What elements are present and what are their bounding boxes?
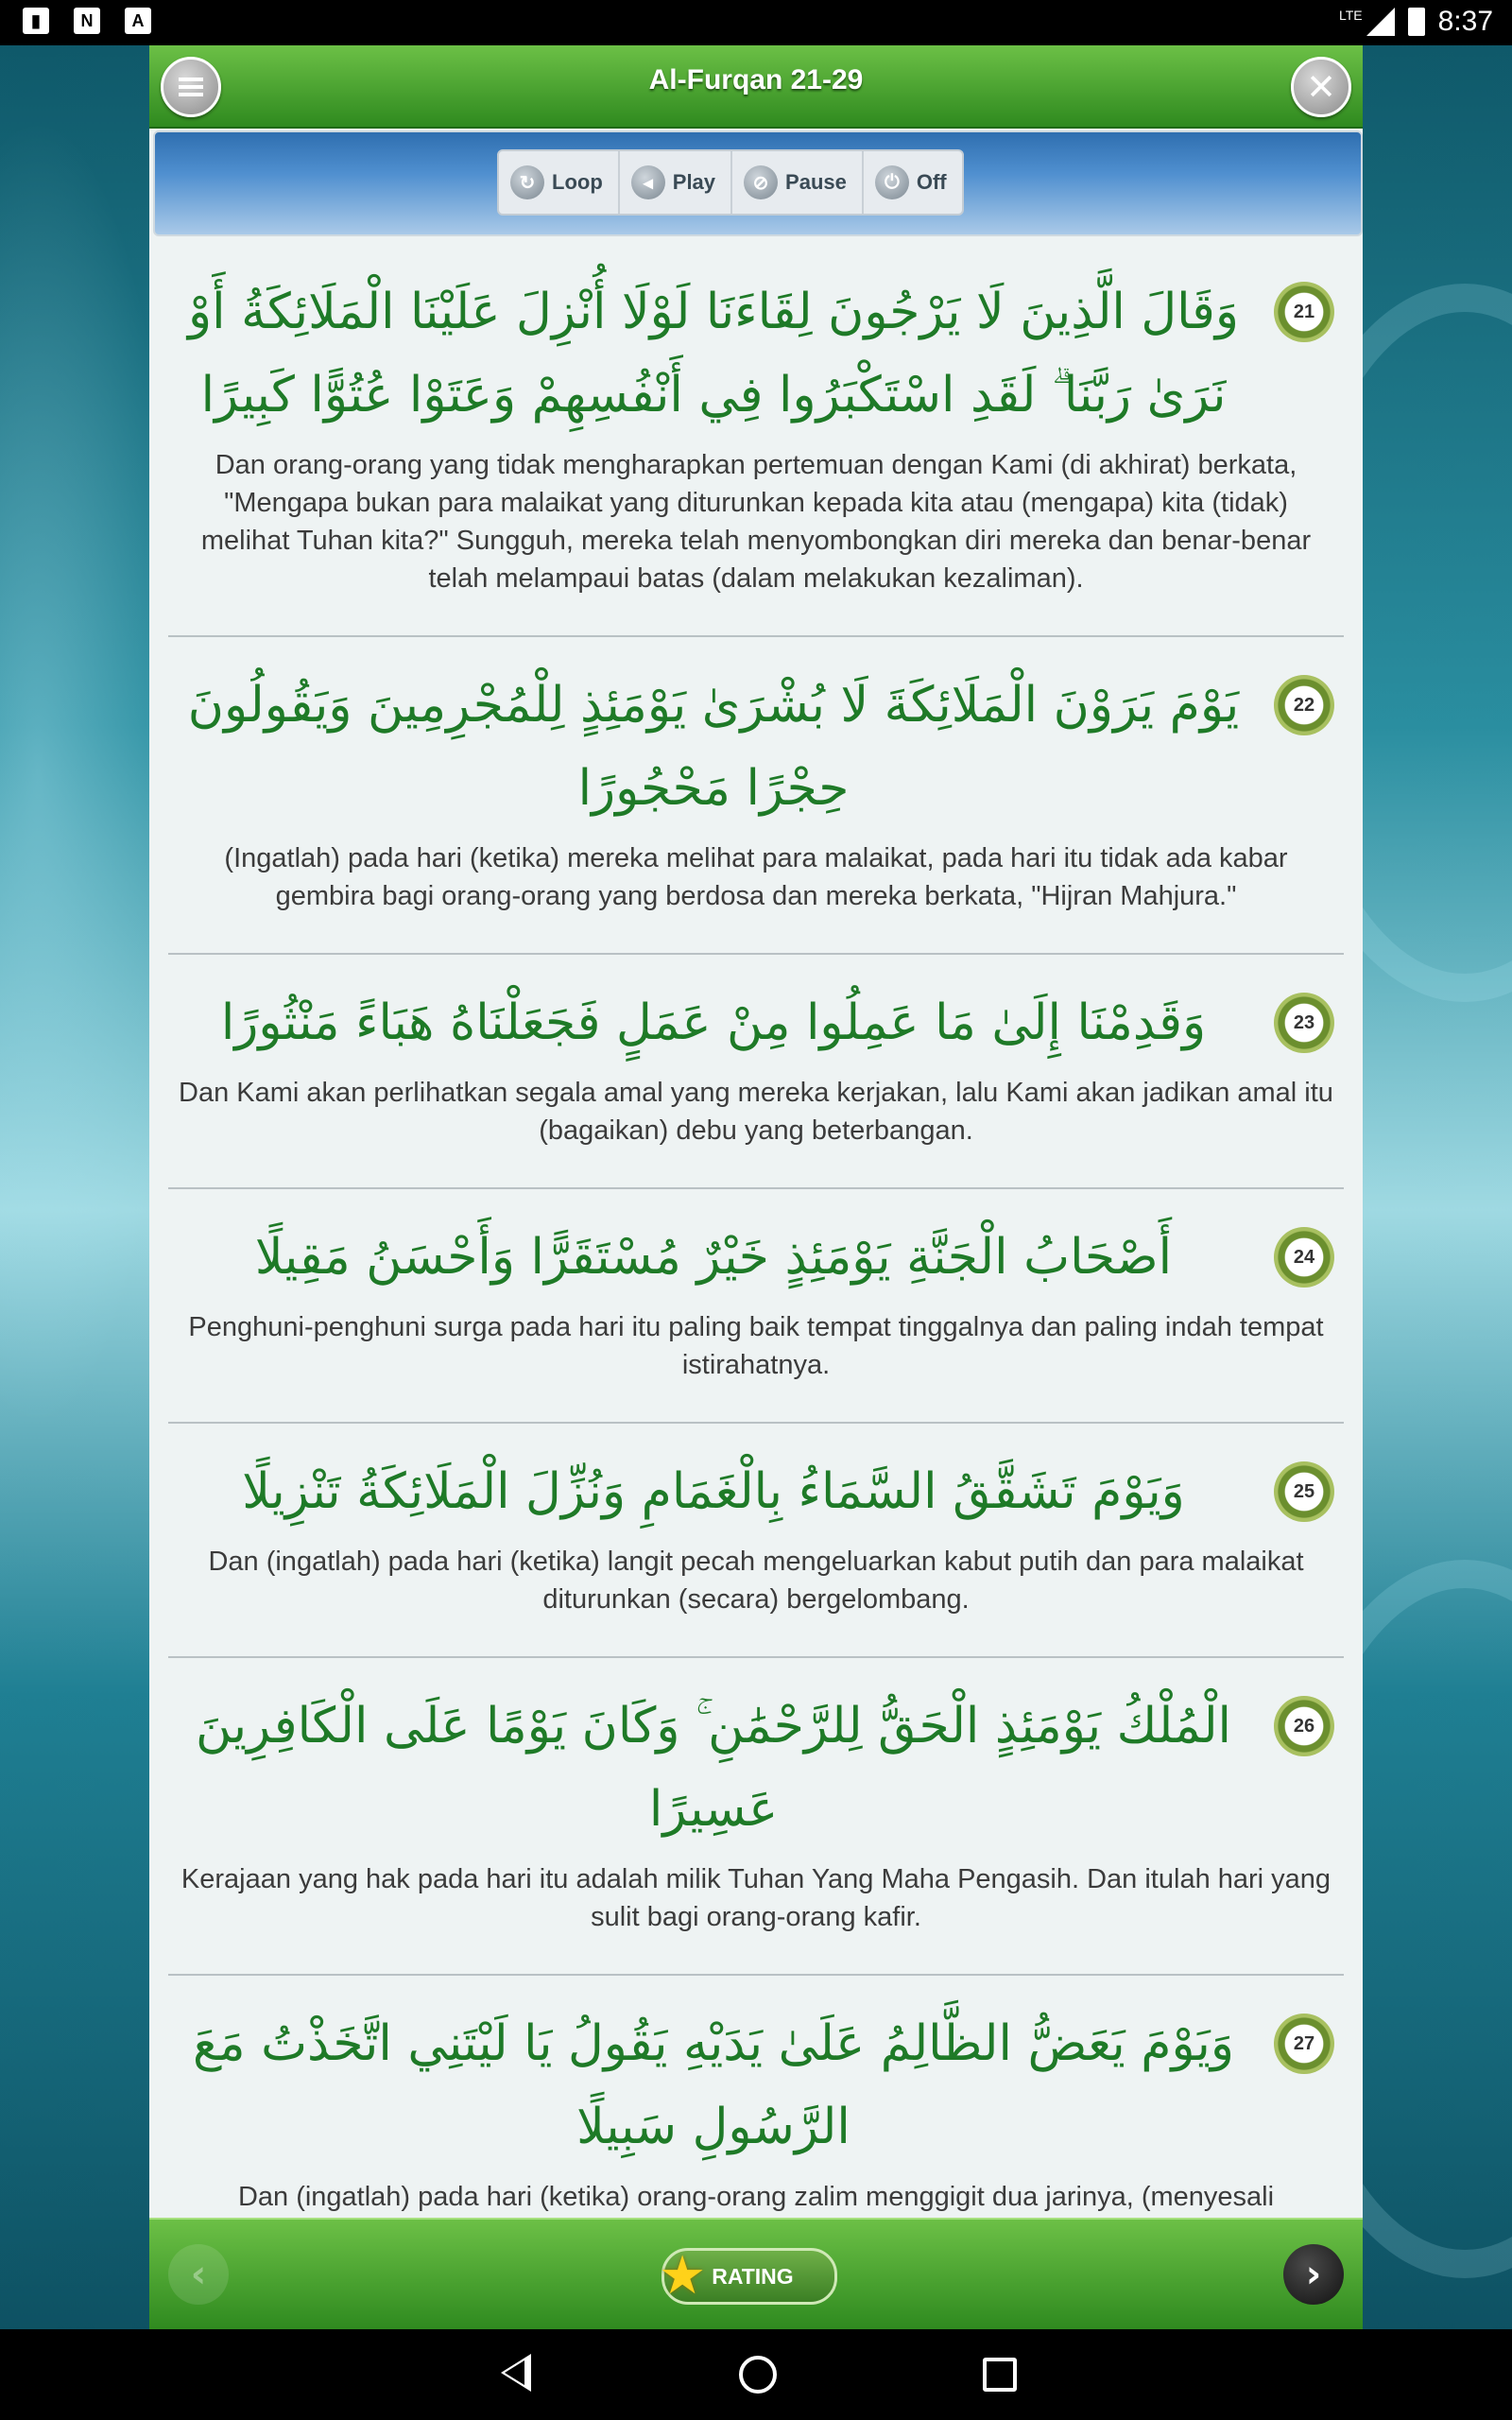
chevron-right-icon: › [1305, 2253, 1322, 2296]
audio-controls [497, 149, 964, 216]
translation-text: Dan Kami akan perlihatkan segala amal yang mereka kerjakan, lalu Kami akan jadikan amal itu (bagaikan) debu yang beterbangan. [179, 1078, 1333, 1146]
recent-apps-icon[interactable] [983, 2358, 1017, 2392]
translation-text: Dan orang-orang yang tidak mengharapkan pertemuan dengan Kami (di akhirat) berkata, "Mengapa bukan para malaikat yang diturunkan kepada kita atau (mengapa) kita (tidak) melihat Tuhan kita?" Sungguh, mereka telah menyombongkan diri mereka dan benar-benar telah melampaui batas (dalam melakukan kezaliman). [200, 450, 1312, 594]
system-navigation-bar [0, 2329, 1512, 2420]
pause-icon: ⊘ [744, 165, 778, 199]
close-button[interactable] [1291, 57, 1351, 117]
arabic-text: الْمُلْكُ يَوْمَئِذٍ الْحَقُّ لِلرَّحْمَٰنِ ۚ وَكَانَ يَوْمًا عَلَى الْكَافِرِينَ عَسِيرًا [195, 1698, 1231, 1838]
loop-icon: ↻ [510, 165, 544, 199]
notification-icon: ▮ [23, 8, 49, 34]
clock: 8:37 [1437, 6, 1493, 37]
rating-label: RATING [712, 2263, 794, 2289]
verse-item[interactable] [168, 244, 1344, 637]
off-label: Off [916, 170, 947, 194]
verse-item[interactable] [168, 955, 1344, 1189]
verse-number-badge: 24 [1274, 1227, 1334, 1288]
arabic-text: وَيَوْمَ يَعَضُّ الظَّالِمُ عَلَىٰ يَدَيْهِ يَقُولُ يَا لَيْتَنِي اتَّخَذْتُ مَعَ الرَّسُولِ سَبِيلًا [193, 2015, 1234, 2155]
pause-label: Pause [785, 170, 847, 194]
close-icon: ✕ [1306, 66, 1336, 108]
verse-item[interactable] [168, 1424, 1344, 1658]
play-label: Play [672, 170, 716, 194]
audio-control-bar [153, 130, 1363, 236]
arabic-text: وَقَالَ الَّذِينَ لَا يَرْجُونَ لِقَاءَنَا لَوْلَا أُنْزِلَ عَلَيْنَا الْمَلَائِكَةُ أَوْ نَرَىٰ رَبَّنَا ۗ لَقَدِ اسْتَكْبَرُوا فِي أَنْفُسِهِمْ وَعَتَوْا عُتُوًّا كَبِيرًا [187, 284, 1239, 424]
arabic-text: يَوْمَ يَرَوْنَ الْمَلَائِكَةَ لَا بُشْرَىٰ يَوْمَئِذٍ لِلْمُجْرِمِينَ وَيَقُولُونَ حِجْرًا مَحْجُورًا [187, 677, 1240, 817]
verse-item[interactable] [168, 1658, 1344, 1976]
network-type-label: LTE [1338, 8, 1363, 23]
speaker-icon: ◂ [631, 165, 665, 199]
verse-number-badge: 27 [1274, 2014, 1334, 2074]
n-icon: N [74, 8, 100, 34]
previous-button[interactable] [168, 2244, 229, 2305]
verse-item[interactable] [168, 1189, 1344, 1424]
loop-label: Loop [552, 170, 603, 194]
verse-number-badge: 26 [1274, 1696, 1334, 1756]
a-icon: A [125, 8, 151, 34]
pause-button[interactable] [732, 151, 864, 214]
chevron-left-icon: ‹ [190, 2253, 207, 2296]
home-icon[interactable] [739, 2356, 777, 2394]
page-title: Al-Furqan 21-29 [648, 64, 864, 95]
verse-number-badge: 23 [1274, 993, 1334, 1053]
verse-number-badge: 25 [1274, 1461, 1334, 1522]
power-icon: ⏻ [875, 165, 909, 199]
translation-text: Penghuni-penghuni surga pada hari itu paling baik tempat tinggalnya dan paling indah tempat istirahatnya. [188, 1312, 1324, 1380]
battery-icon [1408, 8, 1425, 36]
verse-list[interactable] [168, 244, 1344, 2263]
next-button[interactable] [1283, 2244, 1344, 2305]
back-icon[interactable] [501, 2354, 531, 2392]
arabic-text: وَيَوْمَ تَشَقَّقُ السَّمَاءُ بِالْغَمَامِ وَنُزِّلَ الْمَلَائِكَةُ تَنْزِيلًا [242, 1463, 1185, 1520]
play-button[interactable] [620, 151, 732, 214]
rating-button[interactable] [659, 2245, 837, 2307]
footer-bar [149, 2218, 1363, 2329]
translation-text: (Ingatlah) pada hari (ketika) mereka melihat para malaikat, pada hari itu tidak ada kabar gembira bagi orang-orang yang berdosa dan mereka berkata, "Hijran Mahjura." [224, 843, 1288, 911]
off-button[interactable] [864, 151, 962, 214]
verse-number-badge: 21 [1274, 282, 1334, 342]
status-bar [0, 0, 1512, 45]
loop-button[interactable] [499, 151, 620, 214]
verse-item[interactable] [168, 637, 1344, 955]
star-icon: ★ [659, 2245, 707, 2307]
arabic-text: أَصْحَابُ الْجَنَّةِ يَوْمَئِذٍ خَيْرٌ مُسْتَقَرًّا وَأَحْسَنُ مَقِيلًا [254, 1229, 1173, 1286]
arabic-text: وَقَدِمْنَا إِلَىٰ مَا عَمِلُوا مِنْ عَمَلٍ فَجَعَلْنَاهُ هَبَاءً مَنْثُورًا [220, 994, 1207, 1051]
verse-number-badge: 22 [1274, 675, 1334, 735]
translation-text: Dan (ingatlah) pada hari (ketika) langit pecah mengeluarkan kabut putih dan para malaikat diturunkan (secara) bergelombang. [208, 1547, 1304, 1615]
translation-text: Kerajaan yang hak pada hari itu adalah milik Tuhan Yang Maha Pengasih. Dan itulah hari yang sulit bagi orang-orang kafir. [180, 1864, 1332, 1932]
reader-panel [149, 45, 1363, 2329]
signal-icon [1366, 8, 1395, 36]
header-bar [149, 45, 1363, 129]
translation-text: Dan (ingatlah) pada hari (ketika) orang-orang zalim menggigit dua jarinya, (menyesali [237, 2182, 1275, 2212]
